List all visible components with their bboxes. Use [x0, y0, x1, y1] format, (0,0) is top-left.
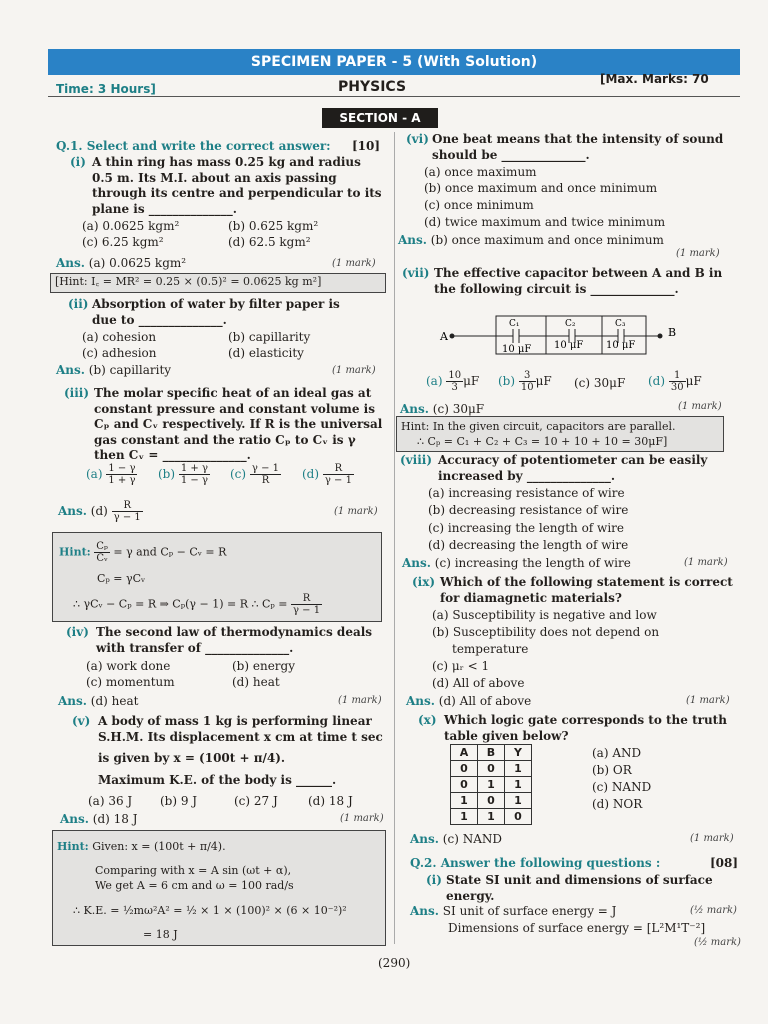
- q2i-answer-2: Dimensions of surface energy = [L²M¹T⁻²]: [448, 921, 706, 935]
- qiv-option-b: (b) energy: [232, 659, 295, 673]
- qix-text: Which of the following statement is correct for diamagnetic materials?: [440, 575, 733, 605]
- table-cell: 1: [505, 777, 532, 793]
- column-divider: [394, 132, 395, 944]
- qviii-mark: (1 mark): [684, 557, 728, 568]
- qviii-option-a: (a) increasing resistance of wire: [428, 486, 625, 500]
- qv-hint-line1: Hint: Given: x = (100t + π/4).: [57, 840, 226, 853]
- qvii-hint-line2: ∴ Cₚ = C₁ + C₂ + C₃ = 10 + 10 + 10 = 30μF]: [417, 435, 668, 448]
- qx-answer: Ans. (c) NAND: [410, 832, 502, 846]
- page-number: (290): [378, 956, 411, 970]
- qiii-hint-line1: Hint: $\frac{\text{Cₚ}}{\text{Cᵥ}}$ = γ and Cₚ − Cᵥ = R: [59, 541, 227, 564]
- qviii-answer: Ans. (c) increasing the length of wire: [402, 556, 631, 570]
- qi-option-d: (d) 62.5 kgm²: [228, 235, 311, 249]
- qix-number: (ix): [412, 575, 436, 589]
- max-marks: [Max. Marks: 70: [600, 72, 709, 86]
- qv-hint-line3: We get A = 6 cm and ω = 100 rad/s: [95, 879, 294, 892]
- qvi-option-d: (d) twice maximum and twice minimum: [424, 215, 666, 229]
- qviii-option-d: (d) decreasing the length of wire: [428, 538, 629, 552]
- q2i-number: (i): [426, 873, 442, 887]
- qii-option-a: (a) cohesion: [82, 330, 157, 344]
- qvii-option-c: (c) 30μF: [574, 376, 626, 390]
- qix-answer: Ans. (d) All of above: [406, 694, 532, 708]
- qiii-hint-line2: Cₚ = γCᵥ: [97, 572, 146, 585]
- qvi-option-b: (b) once maximum and once minimum: [424, 181, 658, 195]
- qi-number: (i): [70, 155, 86, 169]
- circuit-c3-value: 10 μF: [606, 340, 636, 351]
- table-cell: 1: [478, 777, 505, 793]
- qv-hint-line4: ∴ K.E. = ½mω²A² = ½ × 1 × (100)² × (6 × 10⁻²)²: [73, 904, 347, 917]
- qviii-number: (viii): [400, 453, 433, 467]
- qv-option-a: (a) 36 J: [88, 794, 133, 808]
- qx-text: Which logic gate corresponds to the truth table given below?: [444, 713, 727, 743]
- qiii-number: (iii): [64, 386, 90, 400]
- subject-title: PHYSICS: [338, 79, 407, 95]
- qvi-mark: (1 mark): [676, 248, 720, 259]
- table-cell: 0: [478, 761, 505, 777]
- circuit-c2-value: 10 μF: [554, 340, 584, 351]
- qiii-option-a: (a) $\frac{1 - \gamma}{1 + \gamma}$: [86, 463, 136, 486]
- q2i-text: State SI unit and dimensions of surface energy.: [446, 873, 713, 903]
- qv-hint-line5: = 18 J: [143, 928, 178, 941]
- qiii-answer: Ans. (d) $\frac{R}{\gamma - 1}$: [58, 500, 141, 523]
- qiii-option-d: (d) $\frac{R}{\gamma - 1}$: [302, 463, 352, 486]
- qvi-option-a: (a) once maximum: [424, 165, 537, 179]
- qvi-option-c: (c) once minimum: [424, 198, 534, 212]
- qiv-mark: (1 mark): [338, 695, 382, 706]
- qvi-answer: Ans. (b) once maximum and once minimum: [398, 233, 664, 247]
- qi-answer: Ans. (a) 0.0625 kgm²: [56, 256, 187, 270]
- qx-mark: (1 mark): [690, 833, 734, 844]
- table-row: [451, 777, 532, 793]
- truth-col-a: A: [451, 745, 478, 761]
- qvi-text: One beat means that the intensity of sound should be ______________.: [432, 132, 724, 162]
- table-cell: 0: [505, 809, 532, 825]
- qx-number: (x): [418, 713, 437, 727]
- qi-text: A thin ring has mass 0.25 kg and radius 0.5 m. Its M.I. about an axis passing through its centre and perpendicular to its plane is ______________.: [92, 155, 382, 216]
- qx-option-d: (d) NOR: [592, 797, 643, 811]
- header-rule: [48, 96, 740, 97]
- qix-option-b-cont: temperature: [452, 642, 529, 656]
- qix-option-d: (d) All of above: [432, 676, 525, 690]
- q2-marks: [08]: [710, 856, 739, 870]
- qi-mark: (1 mark): [332, 258, 376, 269]
- table-cell: 0: [451, 777, 478, 793]
- qv-hint: [52, 830, 386, 946]
- qii-text: Absorption of water by filter paper is due to ______________.: [92, 297, 340, 327]
- qiii-option-c: (c) $\frac{\gamma - 1}{R}$: [230, 463, 279, 486]
- qix-option-b: (b) Susceptibility does not depend on: [432, 625, 660, 639]
- qv-number: (v): [72, 714, 91, 728]
- section-badge: SECTION - A: [322, 108, 438, 128]
- circuit-c1-label: C₁: [509, 319, 520, 329]
- circuit-c2-label: C₂: [565, 319, 576, 329]
- qi-option-a: (a) 0.0625 kgm²: [82, 219, 180, 233]
- time-label: Time: 3 Hours]: [56, 82, 156, 96]
- q2i-mark-2: (½ mark): [694, 937, 741, 948]
- qvii-mark: (1 mark): [678, 401, 722, 412]
- specimen-banner: SPECIMEN PAPER - 5 (With Solution): [48, 49, 740, 75]
- truth-table-header: [451, 745, 532, 761]
- qiv-number: (iv): [66, 625, 89, 639]
- qvii-hint-line1: Hint: In the given circuit, capacitors are parallel.: [401, 420, 676, 433]
- qii-option-b: (b) capillarity: [228, 330, 311, 344]
- qviii-text: Accuracy of potentiometer can be easily increased by ______________.: [438, 453, 708, 483]
- qv-option-b: (b) 9 J: [160, 794, 198, 808]
- qiii-mark: (1 mark): [334, 506, 378, 517]
- table-cell: 0: [451, 761, 478, 777]
- qiv-text: The second law of thermodynamics deals with transfer of ______________.: [96, 625, 373, 655]
- qii-mark: (1 mark): [332, 365, 376, 376]
- circuit-terminal-b: B: [668, 326, 677, 339]
- qv-hint-line2: Comparing with x = A sin (ωt + α),: [95, 864, 292, 877]
- qv-text: A body of mass 1 kg is performing linear S.H.M. Its displacement x cm at time t sec is given by x = (100t + π/4). Maximum K.E. of the body is ______.: [98, 714, 383, 787]
- table-cell: 1: [505, 793, 532, 809]
- table-cell: 1: [451, 793, 478, 809]
- qv-mark: (1 mark): [340, 813, 384, 824]
- capacitor-circuit: [410, 310, 690, 362]
- qvii-option-d: (d) $\frac{1}{30}$ μF: [648, 370, 702, 393]
- qvii-answer: Ans. (c) 30μF: [400, 402, 485, 416]
- table-row: [451, 809, 532, 825]
- qiv-option-d: (d) heat: [232, 675, 280, 689]
- qx-option-c: (c) NAND: [592, 780, 652, 794]
- qvii-text: The effective capacitor between A and B in the following circuit is ______________.: [434, 266, 723, 296]
- truth-col-y: Y: [505, 745, 532, 761]
- table-cell: 1: [451, 809, 478, 825]
- table-cell: 1: [505, 761, 532, 777]
- qv-option-d: (d) 18 J: [308, 794, 353, 808]
- qii-answer: Ans. (b) capillarity: [56, 363, 172, 377]
- qi-option-b: (b) 0.625 kgm²: [228, 219, 319, 233]
- q2-heading: Q.2. Answer the following questions :: [410, 856, 661, 870]
- truth-table: [450, 744, 532, 825]
- circuit-c1-value: 10 μF: [502, 344, 532, 355]
- circuit-terminal-a: A: [440, 330, 448, 343]
- table-cell: 0: [478, 793, 505, 809]
- table-row: [451, 761, 532, 777]
- table-row: [451, 793, 532, 809]
- qvii-option-a: (a) $\frac{10}{3}$ μF: [426, 370, 480, 393]
- qix-option-c: (c) μᵣ < 1: [432, 659, 490, 673]
- qii-number: (ii): [68, 297, 89, 311]
- qiii-option-b: (b) $\frac{1 + \gamma}{1 - \gamma}$: [158, 463, 208, 486]
- qv-answer: Ans. (d) 18 J: [60, 812, 138, 826]
- qii-option-d: (d) elasticity: [228, 346, 304, 360]
- qviii-option-c: (c) increasing the length of wire: [428, 521, 625, 535]
- qiii-hint-line3: ∴ γCᵥ − Cₚ = R ⇒ Cₚ(γ − 1) = R ∴ Cₚ = $\frac{R}{\gamma - 1}$: [73, 593, 321, 616]
- truth-col-b: B: [478, 745, 505, 761]
- qiii-text: The molar specific heat of an ideal gas at constant pressure and constant volume is Cₚ and Cᵥ respectively. If R is the universal gas constant and the ratio Cₚ to Cᵥ is γ then Cᵥ = ______________.: [94, 386, 383, 462]
- q1-marks: [10]: [352, 139, 381, 153]
- qix-option-a: (a) Susceptibility is negative and low: [432, 608, 657, 622]
- qi-option-c: (c) 6.25 kgm²: [82, 235, 164, 249]
- qiii-hint: [52, 532, 382, 622]
- qi-hint: [Hint: I꜀ = MR² = 0.25 × (0.5)² = 0.0625 kg m²]: [50, 273, 386, 293]
- table-cell: 1: [478, 809, 505, 825]
- qvi-number: (vi): [406, 132, 429, 146]
- qiv-option-a: (a) work done: [86, 659, 171, 673]
- qx-option-a: (a) AND: [592, 746, 642, 760]
- qx-option-b: (b) OR: [592, 763, 632, 777]
- qix-mark: (1 mark): [686, 695, 730, 706]
- q2i-answer-1: Ans. SI unit of surface energy = J: [410, 904, 617, 918]
- qvii-number: (vii): [402, 266, 430, 280]
- qiv-answer: Ans. (d) heat: [58, 694, 139, 708]
- qviii-option-b: (b) decreasing resistance of wire: [428, 503, 629, 517]
- qii-option-c: (c) adhesion: [82, 346, 157, 360]
- circuit-c3-label: C₃: [615, 319, 626, 329]
- qiv-option-c: (c) momentum: [86, 675, 175, 689]
- qvii-hint: [396, 416, 724, 452]
- qvii-option-b: (b) $\frac{3}{10}$ μF: [498, 370, 552, 393]
- q2i-mark-1: (½ mark): [690, 905, 737, 916]
- q1-heading: Q.1. Select and write the correct answer:: [56, 139, 331, 153]
- qv-option-c: (c) 27 J: [234, 794, 278, 808]
